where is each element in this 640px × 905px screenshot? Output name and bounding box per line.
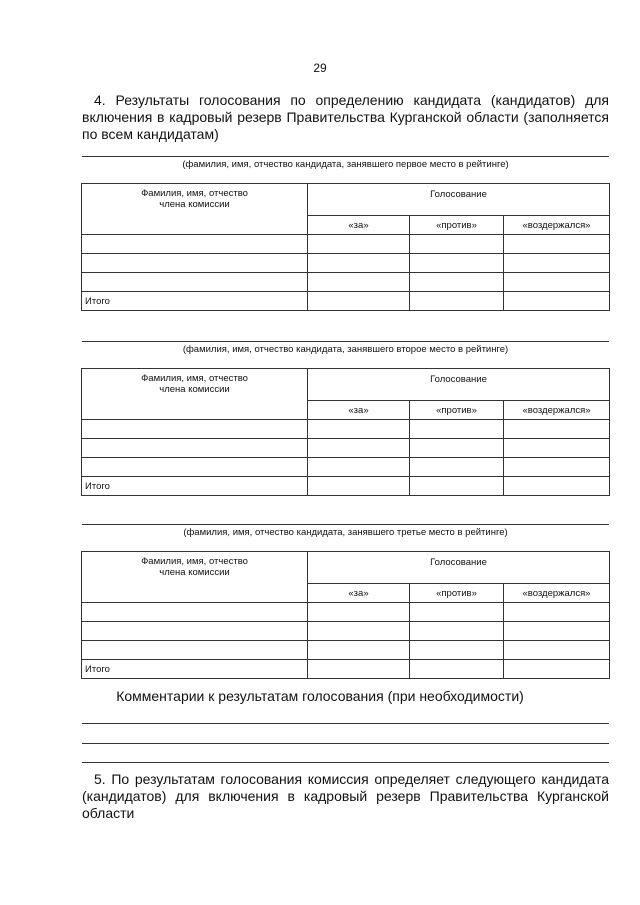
comment-line	[82, 743, 609, 744]
section-4-text: 4. Результаты голосования по определению кандидата (кандидатов) для включения в кадровый резерв Правительства Курганской области (заполняется по всем кандидатам)	[82, 92, 609, 142]
table-row	[82, 622, 610, 641]
section-5-text: 5. По результатам голосования комиссия определяет следующего кандидата (кандидатов) для включения в кадровый резерв Правительства Курганской области	[82, 771, 609, 821]
table-row	[82, 254, 610, 273]
vote-table-1	[81, 183, 610, 311]
candidate-3-caption: (фамилия, имя, отчество кандидата, занявшего третье место в рейтинге)	[183, 527, 508, 538]
page-number: 29	[313, 61, 327, 75]
against-header: «против»	[410, 584, 504, 603]
comments-heading: Комментарии к результатам голосования (при необходимости)	[116, 688, 524, 704]
vote-table-2	[81, 368, 610, 496]
total-row	[82, 477, 610, 496]
vote-table-3	[81, 551, 610, 679]
table-row	[82, 603, 610, 622]
total-row	[82, 660, 610, 679]
table-row	[82, 439, 610, 458]
member-header-line1: Фамилия, имя, отчество	[141, 373, 248, 384]
abstained-header: «воздержался»	[504, 401, 610, 420]
comment-line	[82, 762, 609, 763]
for-header: «за»	[308, 216, 410, 235]
table-row	[82, 641, 610, 660]
member-header-line1: Фамилия, имя, отчество	[141, 556, 248, 567]
for-header: «за»	[308, 584, 410, 603]
member-header-line2: члена комиссии	[159, 199, 230, 210]
table-row	[82, 235, 610, 254]
candidate-1-line	[82, 156, 609, 157]
against-header: «против»	[410, 216, 504, 235]
member-name-header	[82, 369, 308, 420]
comment-line	[82, 723, 609, 724]
voting-header: Голосование	[308, 369, 610, 401]
candidate-1-caption: (фамилия, имя, отчество кандидата, занявшего первое место в рейтинге)	[182, 159, 509, 170]
total-label: Итого	[82, 292, 308, 311]
abstained-header: «воздержался»	[504, 216, 610, 235]
against-header: «против»	[410, 401, 504, 420]
for-header: «за»	[308, 401, 410, 420]
candidate-3-line	[82, 524, 609, 525]
table-row	[82, 458, 610, 477]
total-row	[82, 292, 610, 311]
member-header-line1: Фамилия, имя, отчество	[141, 188, 248, 199]
abstained-header: «воздержался»	[504, 584, 610, 603]
table-row	[82, 273, 610, 292]
table-row	[82, 420, 610, 439]
member-header-line2: члена комиссии	[159, 384, 230, 395]
candidate-2-caption: (фамилия, имя, отчество кандидата, занявшего второе место в рейтинге)	[182, 344, 509, 355]
member-name-header	[82, 552, 308, 603]
voting-header: Голосование	[308, 184, 610, 216]
total-label: Итого	[82, 477, 308, 496]
candidate-2-line	[82, 341, 609, 342]
total-label: Итого	[82, 660, 308, 679]
member-name-header	[82, 184, 308, 235]
member-header-line2: члена комиссии	[159, 567, 230, 578]
voting-header: Голосование	[308, 552, 610, 584]
